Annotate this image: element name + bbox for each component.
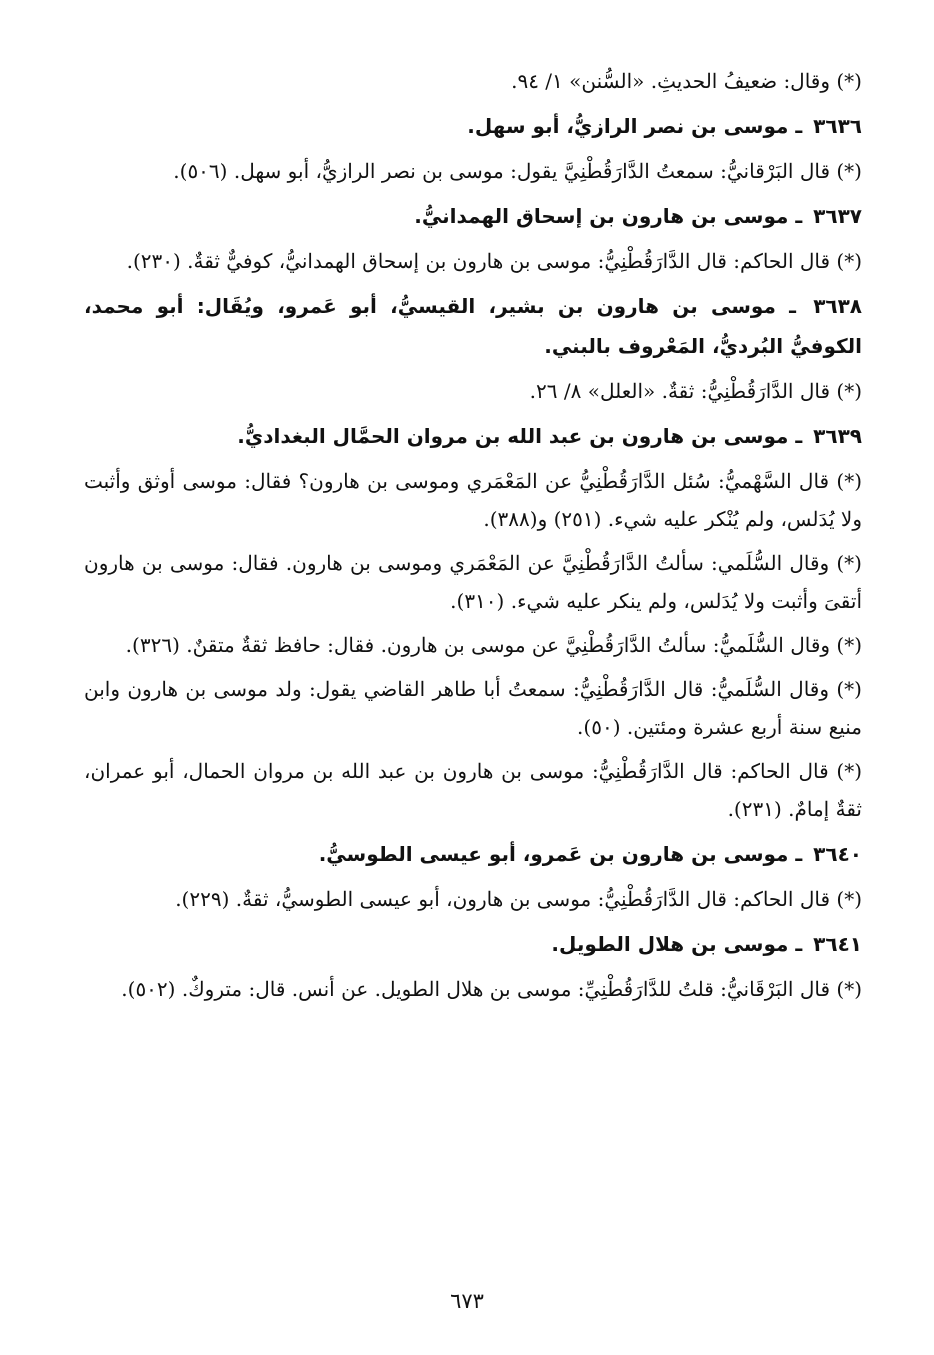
paragraph: (*) وقال: ضعيفُ الحديثِ. «السُّنن» ١/ ٩٤. xyxy=(511,69,862,93)
paragraph: (*) قال الحاكم: قال الدَّارَقُطْنِيُّ: موسى بن هارون بن عبد الله بن مروان الحمال، أبو عمران، ثقةٌ إمامٌ. (٢٣١). xyxy=(84,759,862,821)
entry-heading xyxy=(84,834,862,874)
entry-heading xyxy=(84,106,862,146)
paragraph: (*) قال الحاكم: قال الدَّارَقُطْنِيُّ: موسى بن هارون، أبو عيسى الطوسيُّ، ثقةٌ. (٢٢٩). xyxy=(175,887,862,911)
paragraph: (*) قال البَرْقانيُّ: سمعتُ الدَّارَقُطْنِيَّ يقول: موسى بن نصر الرازيُّ، أبو سهل. (٥٠٦). xyxy=(173,159,862,183)
entry-heading xyxy=(84,416,862,456)
paragraph: (*) وقال السُّلَميُّ: سألتُ الدَّارَقُطْنِيَّ عن موسى بن هارون. فقال: حافظ ثقةٌ متقنٌ. (٣٢٦). xyxy=(125,633,862,657)
entry-number: ٣٦٣٧ xyxy=(813,204,862,228)
page-body xyxy=(84,62,862,1014)
entry-number: ٣٦٣٦ xyxy=(813,114,862,138)
entry-heading xyxy=(84,286,862,366)
entry-number: ٣٦٤٠ xyxy=(813,842,862,866)
entry-heading xyxy=(84,196,862,236)
paragraph: (*) قال الدَّارَقُطْنِيُّ: ثقةٌ. «العلل» ٨/ ٢٦. xyxy=(529,379,862,403)
entry-title: ـ موسى بن نصر الرازيُّ، أبو سهل. xyxy=(467,114,803,138)
entry-number: ٣٦٤١ xyxy=(813,932,862,956)
entry-title: ـ موسى بن هارون بن عَمرو، أبو عيسى الطوسيُّ. xyxy=(318,842,803,866)
paragraph: (*) وقال السُّلَميُّ: قال الدَّارَقُطْنِيُّ: سمعتُ أبا طاهر القاضي يقول: ولد موسى بن هارون وابن منيع سنة أربع عشرة ومئتين. (٥٠). xyxy=(84,677,862,739)
entry-title: ـ موسى بن هارون بن عبد الله بن مروان الحمَّال البغداديُّ. xyxy=(237,424,803,448)
paragraph: (*) قال البَرْقَانيُّ: قلتُ للدَّارَقُطْنِيِّ: موسى بن هلال الطويل. عن أنس. قال: متروكٌ. (٥٠٢). xyxy=(121,977,862,1001)
paragraph: (*) قال الحاكم: قال الدَّارَقُطْنِيُّ: موسى بن هارون بن إسحاق الهمدانيُّ، كوفيٌّ ثقةٌ. (٢٣٠). xyxy=(126,249,862,273)
paragraph: (*) قال السَّهْميُّ: سُئل الدَّارَقُطْنِيُّ عن المَعْمَري وموسى بن هارون؟ فقال: موسى أوثق وأثبت ولا يُدَلس، ولم يُنْكر عليه شيء. (٢٥١) و(٣٨٨). xyxy=(84,469,862,531)
entry-number: ٣٦٣٩ xyxy=(813,424,862,448)
entry-title: ـ موسى بن هارون بن بشير، القيسيُّ، أبو عَمرو، ويُقَال: أبو محمد، الكوفيُّ البُرديُّ، المَعْروف بالبني. xyxy=(84,294,862,358)
entry-title: ـ موسى بن هارون بن إسحاق الهمدانيُّ. xyxy=(414,204,803,228)
entry-title: ـ موسى بن هلال الطويل. xyxy=(551,932,803,956)
entry-heading xyxy=(84,924,862,964)
page-number: ٦٧٣ xyxy=(450,1289,484,1313)
paragraph: (*) وقال السُّلَمي: سألتُ الدَّارَقُطْنِيَّ عن المَعْمَري وموسى بن هارون. فقال: موسى بن هارون أتقىَ وأثبت ولا يُدَلس، ولم ينكر عليه شيء. (٣١٠). xyxy=(84,551,862,613)
entry-number: ٣٦٣٨ xyxy=(813,294,863,318)
